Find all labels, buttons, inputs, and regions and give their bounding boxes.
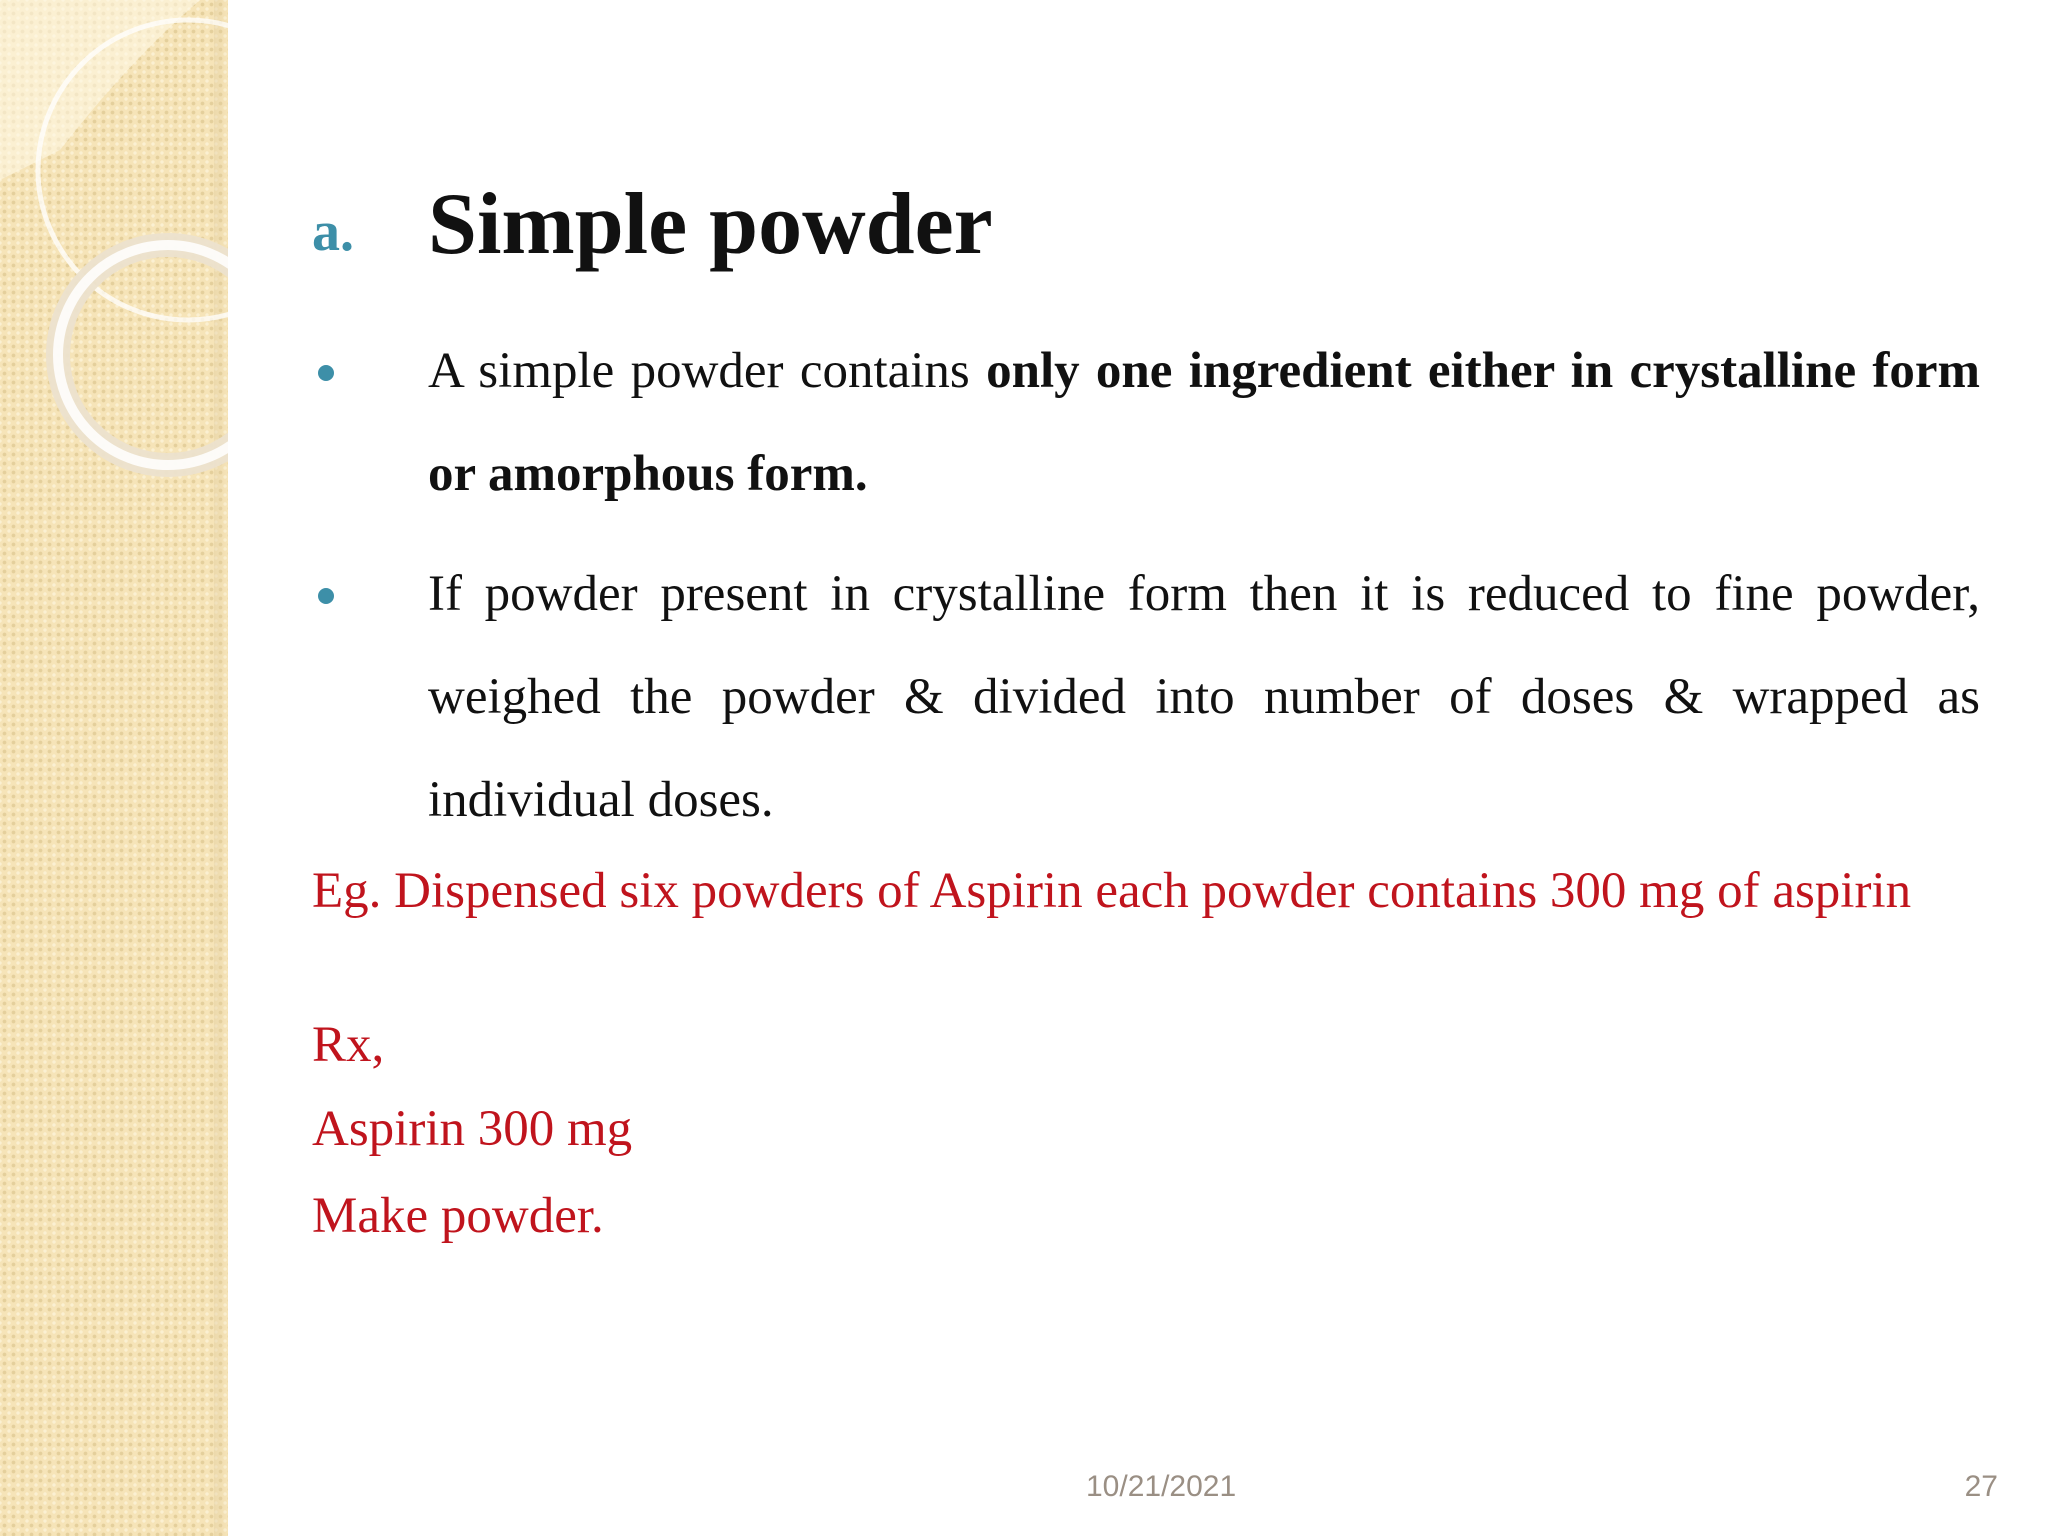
bullet-text-plain: A simple powder contains (428, 343, 987, 399)
bullet-dot-icon (318, 588, 334, 604)
footer-date: 10/21/2021 (1086, 1470, 1237, 1503)
example-text: Eg. Dispensed six powders of Aspirin each powder contains 300 mg of aspirin (312, 863, 1912, 919)
footer-page-number: 27 (1964, 1470, 1998, 1503)
decorative-swirl-icon (0, 0, 228, 520)
bullet-text-bold: only one ingredient either in crystalline form or amorphous form. (428, 343, 1980, 502)
heading-list-marker: a. (312, 201, 354, 263)
bullet-text-definition (428, 320, 1980, 526)
bullet-text-crystalline: If powder present in crystalline form then it is reduced to fine powder, weighed the powder & divided into number of doses & wrapped as individual doses. (428, 566, 1980, 828)
prescription-item: Aspirin 300 mg (312, 1101, 633, 1157)
bullet-dot-icon (318, 365, 334, 381)
heading-title: Simple powder (428, 176, 993, 273)
prescription-instruction: Make powder. (312, 1188, 604, 1244)
slide-heading (312, 168, 1984, 288)
prescription-rx: Rx, (312, 1017, 385, 1073)
slide-content (312, 0, 1984, 1536)
